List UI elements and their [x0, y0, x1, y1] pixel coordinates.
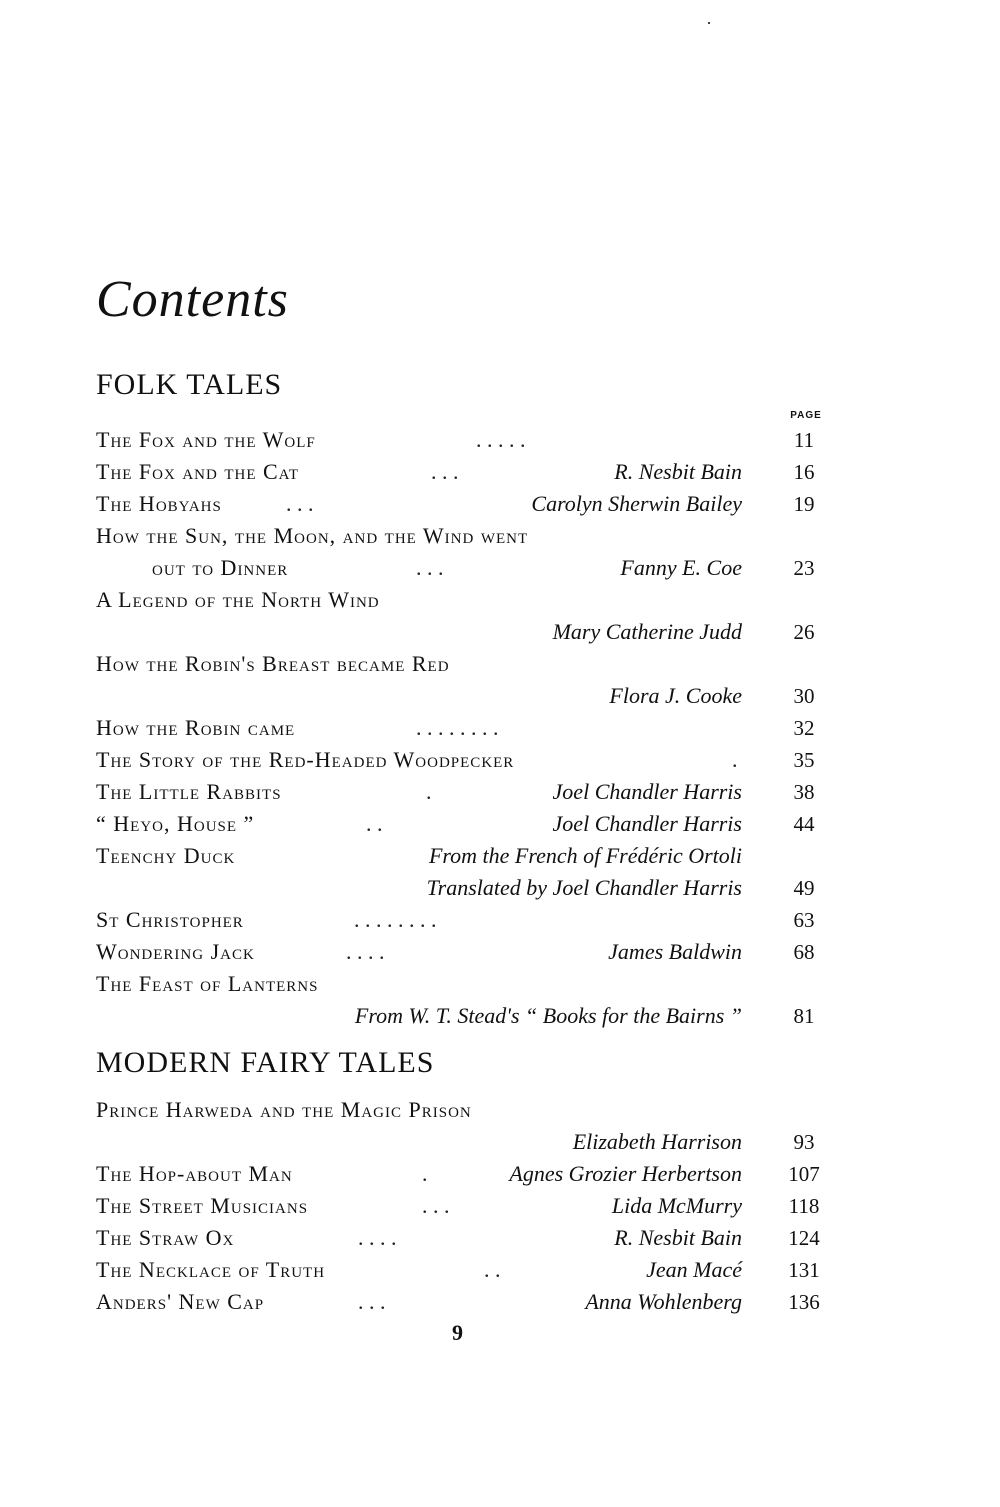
toc-entry[interactable] — [96, 1222, 846, 1254]
entry-page: 63 — [793, 908, 815, 932]
entry-page: 68 — [793, 940, 815, 964]
entry-page: 131 — [788, 1258, 820, 1282]
entry-author: Fanny E. Coe — [620, 555, 742, 580]
toc-entry[interactable] — [96, 456, 846, 488]
toc-entry[interactable] — [96, 520, 846, 584]
entry-page: 23 — [793, 556, 815, 580]
entry-author: Jean Macé — [646, 1257, 742, 1282]
page-number: 9 — [452, 1320, 463, 1345]
toc-entry[interactable] — [96, 904, 846, 936]
page-column-label: PAGE — [790, 410, 822, 421]
entry-page: 30 — [793, 684, 815, 708]
leader-dots: . . — [484, 1257, 501, 1282]
entry-author: Flora J. Cooke — [609, 683, 742, 708]
toc-entry[interactable] — [96, 1190, 846, 1222]
folk-tales-list — [96, 424, 846, 1032]
entry-page: 81 — [793, 1004, 815, 1028]
entry-title-continued: out to Dinner — [152, 555, 289, 580]
entry-title: Teenchy Duck — [96, 843, 236, 868]
leader-dots: . . . — [358, 1289, 386, 1314]
entry-page: 49 — [793, 876, 815, 900]
toc-entry[interactable] — [96, 776, 846, 808]
print-speck — [708, 22, 710, 24]
entry-author: James Baldwin — [608, 939, 742, 964]
entry-title: The Feast of Lanterns — [96, 971, 319, 996]
entry-title: The Street Musicians — [96, 1193, 309, 1218]
entry-author: Joel Chandler Harris — [552, 811, 742, 836]
toc-entry[interactable] — [96, 936, 846, 968]
entry-page: 118 — [788, 1194, 820, 1218]
entry-title: “ Heyo, House ” — [96, 811, 255, 836]
entry-title: The Necklace of Truth — [96, 1257, 326, 1282]
entry-page: 44 — [793, 812, 815, 836]
entry-title: The Little Rabbits — [96, 779, 282, 804]
toc-entry[interactable] — [96, 424, 846, 456]
leader-dots: . . . . — [346, 939, 385, 964]
entry-author: Mary Catherine Judd — [552, 619, 742, 644]
entry-page: 93 — [793, 1130, 815, 1154]
toc-entry[interactable] — [96, 584, 846, 648]
entry-title: The Story of the Red-Headed Woodpecker — [96, 747, 515, 772]
entry-page: 38 — [793, 780, 815, 804]
entry-author: From W. T. Stead's “ Books for the Bairns ” — [354, 1003, 742, 1028]
leader-dots: . . . . . . . . — [354, 907, 437, 932]
entry-title: The Hop-about Man — [96, 1161, 293, 1186]
page-title: Contents — [96, 271, 289, 328]
toc-entry[interactable] — [96, 1254, 846, 1286]
toc-entry[interactable] — [96, 712, 846, 744]
entry-title: The Hobyahs — [96, 491, 222, 516]
entry-page: 124 — [788, 1226, 820, 1250]
entry-author-translator: Translated by Joel Chandler Harris — [426, 875, 742, 900]
modern-fairy-tales-list — [96, 1094, 846, 1318]
leader-dots: . . . . . . . . — [416, 715, 499, 740]
leader-dots: . — [422, 1161, 428, 1186]
entry-page: 107 — [788, 1162, 820, 1186]
entry-page: 32 — [793, 716, 815, 740]
toc-entry[interactable] — [96, 808, 846, 840]
toc-entry[interactable] — [96, 840, 846, 904]
leader-dots: . . . — [422, 1193, 450, 1218]
entry-author: Elizabeth Harrison — [572, 1129, 742, 1154]
entry-author: Lida McMurry — [611, 1193, 742, 1218]
section-heading-modern-fairy-tales: MODERN FAIRY TALES — [96, 1046, 435, 1079]
entry-author: Joel Chandler Harris — [552, 779, 742, 804]
entry-title: The Fox and the Wolf — [96, 427, 316, 452]
entry-page: 35 — [793, 748, 815, 772]
toc-entry[interactable] — [96, 1286, 846, 1318]
entry-author: Agnes Grozier Herbertson — [509, 1161, 742, 1186]
leader-dots: . . . . . — [476, 427, 526, 452]
leader-dots: . — [426, 779, 432, 804]
toc-entry[interactable] — [96, 744, 846, 776]
entry-page: 11 — [793, 428, 815, 452]
toc-entry[interactable] — [96, 1094, 846, 1158]
entry-title: Anders' New Cap — [96, 1289, 265, 1314]
toc-entry[interactable] — [96, 1158, 846, 1190]
entry-page: 26 — [793, 620, 815, 644]
entry-author: From the French of Frédéric Ortoli — [428, 843, 742, 868]
section-heading-folk-tales: FOLK TALES — [96, 368, 283, 401]
leader-dots: . . . . — [358, 1225, 397, 1250]
entry-title: A Legend of the North Wind — [96, 587, 380, 612]
entry-page: 19 — [793, 492, 815, 516]
entry-page: 136 — [788, 1290, 820, 1314]
entry-page: 16 — [793, 460, 815, 484]
entry-author: R. Nesbit Bain — [614, 459, 742, 484]
entry-title: The Fox and the Cat — [96, 459, 299, 484]
entry-title: How the Sun, the Moon, and the Wind went — [96, 523, 529, 548]
leader-dots: . . — [366, 811, 383, 836]
entry-author: Anna Wohlenberg — [585, 1289, 742, 1314]
toc-entry[interactable] — [96, 648, 846, 712]
leader-dots: . . . — [416, 555, 444, 580]
toc-entry[interactable] — [96, 968, 846, 1032]
entry-title: How the Robin's Breast became Red — [96, 651, 450, 676]
entry-title: The Straw Ox — [96, 1225, 235, 1250]
entry-title: How the Robin came — [96, 715, 296, 740]
leader-dots: . . . — [286, 491, 314, 516]
entry-author: Carolyn Sherwin Bailey — [531, 491, 742, 516]
entry-title: Wondering Jack — [96, 939, 255, 964]
entry-author: R. Nesbit Bain — [614, 1225, 742, 1250]
toc-entry[interactable] — [96, 488, 846, 520]
entry-title: Prince Harweda and the Magic Prison — [96, 1097, 472, 1122]
leader-dots: . . . — [431, 459, 459, 484]
leader-dots: . — [732, 747, 738, 772]
entry-title: St Christopher — [96, 907, 244, 932]
